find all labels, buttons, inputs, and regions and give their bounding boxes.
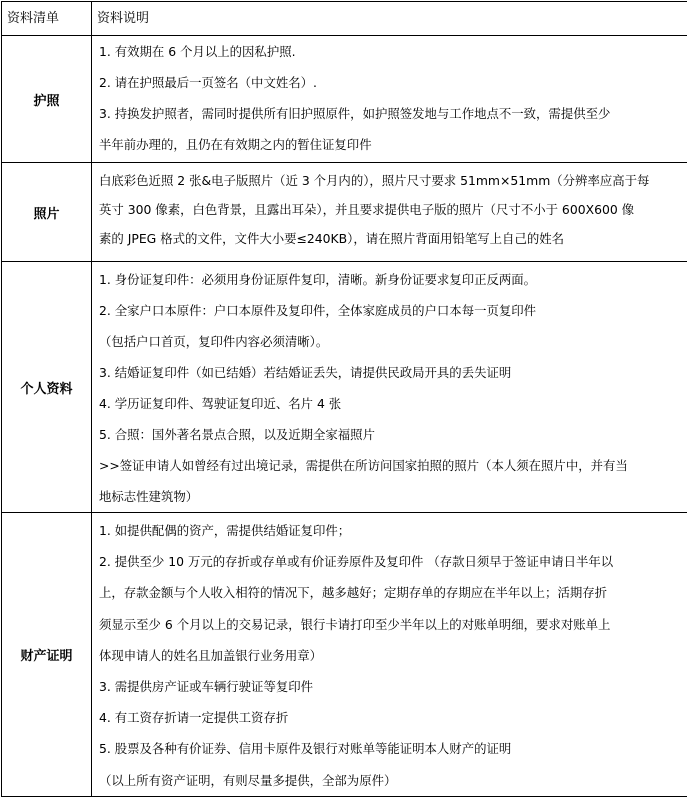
- description-personal: [92, 262, 687, 513]
- description-line: 上，存款金额与个人收入相符的情况下，越多越好；定期存单的存期应在半年以上；活期存折: [99, 577, 687, 608]
- description-photo: [92, 163, 687, 262]
- description-line: 须显示至少 6 个月以上的交易记录，银行卡请打印至少半年以上的对账单明细，要求对账单上: [99, 609, 687, 640]
- document-table: [1, 1, 687, 797]
- description-line: （以上所有资产证明，有则尽量多提供，全部为原件）: [99, 765, 687, 796]
- table-row: [2, 36, 687, 163]
- category-photo: 照片: [2, 163, 92, 262]
- description-line: 3. 需提供房产证或车辆行驶证等复印件: [99, 671, 687, 702]
- description-line: >>签证申请人如曾经有过出境记录，需提供在所访问国家拍照的照片（本人须在照片中，并有当: [99, 450, 687, 481]
- description-line: 地标志性建筑物）: [99, 481, 687, 512]
- description-passport: [92, 36, 687, 163]
- description-line: 5. 合照：国外著名景点合照，以及近期全家福照片: [99, 419, 687, 450]
- category-personal: 个人资料: [2, 262, 92, 513]
- category-passport: 护照: [2, 36, 92, 163]
- description-line: 素的 JPEG 格式的文件，文件大小要≤240KB），请在照片背面用铅笔写上自己的姓名: [99, 224, 687, 253]
- header-row: [2, 2, 687, 36]
- description-line: 白底彩色近照 2 张&电子版照片（近 3 个月内的），照片尺寸要求 51mm×51mm（分辨率应高于每: [99, 166, 687, 195]
- description-line: 3. 持换发护照者，需同时提供所有旧护照原件，如护照签发地与工作地点不一致，需提供至少: [99, 98, 687, 129]
- description-line: 5. 股票及各种有价证券、信用卡原件及银行对账单等能证明本人财产的证明: [99, 733, 687, 764]
- table-row: [2, 262, 687, 513]
- table-row: [2, 513, 687, 797]
- description-line: 2. 请在护照最后一页签名（中文姓名）.: [99, 67, 687, 98]
- description-property: [92, 513, 687, 797]
- description-line: 1. 身份证复印件：必须用身份证原件复印，清晰。新身份证要求复印正反两面。: [99, 264, 687, 295]
- description-line: 体现申请人的姓名且加盖银行业务用章）: [99, 640, 687, 671]
- table-row: [2, 163, 687, 262]
- description-line: 半年前办理的，且仍在有效期之内的暂住证复印件: [99, 129, 687, 160]
- description-line: 3. 结婚证复印件（如已结婚）若结婚证丢失，请提供民政局开具的丢失证明: [99, 357, 687, 388]
- description-line: 1. 如提供配偶的资产，需提供结婚证复印件；: [99, 515, 687, 546]
- description-line: 4. 有工资存折请一定提供工资存折: [99, 702, 687, 733]
- category-property: 财产证明: [2, 513, 92, 797]
- description-line: （包括户口首页，复印件内容必须清晰）。: [99, 326, 687, 357]
- description-line: 1. 有效期在 6 个月以上的因私护照.: [99, 36, 687, 67]
- description-line: 2. 提供至少 10 万元的存折或存单或有价证券原件及复印件 （存款日须早于签证申请日半年以: [99, 546, 687, 577]
- description-line: 英寸 300 像素，白色背景，且露出耳朵），并且要求提供电子版的照片（尺寸不小于 600X600 像: [99, 195, 687, 224]
- header-col-list: 资料清单: [2, 2, 92, 36]
- description-line: 2. 全家户口本原件：户口本原件及复印件，全体家庭成员的户口本每一页复印件: [99, 295, 687, 326]
- description-line: 4. 学历证复印件、驾驶证复印近、名片 4 张: [99, 388, 687, 419]
- header-col-desc: 资料说明: [92, 2, 687, 36]
